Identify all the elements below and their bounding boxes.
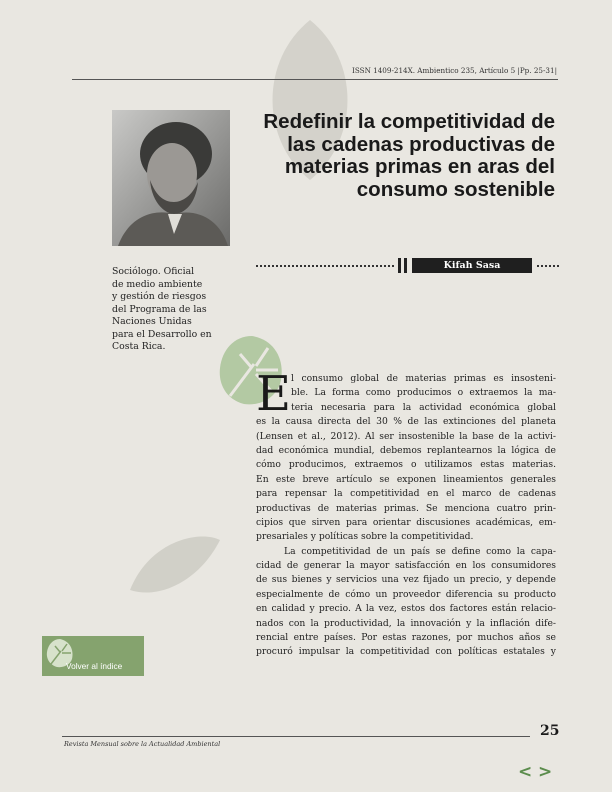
body-line: teria necesaria para la actividad económica global bbox=[291, 401, 556, 413]
bio-line: de medio ambiente bbox=[112, 278, 203, 290]
page-number: 25 bbox=[540, 723, 560, 739]
author-name: Kifah Sasa bbox=[412, 258, 532, 273]
body-line: cómo producimos, extraemos o utilizamos estas materias. bbox=[256, 459, 556, 471]
body-line: nados con la productividad, la innovación y la inflación dife- bbox=[256, 617, 556, 629]
bio-line: y gestión de riesgos bbox=[112, 291, 207, 302]
article-body bbox=[256, 366, 556, 660]
author-divider-left bbox=[256, 265, 394, 267]
next-page-button[interactable]: > bbox=[538, 762, 553, 782]
background-leaf-bottom bbox=[130, 530, 220, 600]
body-line: procuró impulsar la competitividad con políticas estatales y bbox=[256, 646, 556, 658]
body-line: dad económica mundial, debemos replantearnos la lógica de bbox=[256, 444, 556, 456]
author-bio bbox=[112, 266, 232, 354]
body-line: ble. La forma como producimos o extraemos la ma- bbox=[291, 387, 556, 399]
header-rule bbox=[72, 79, 558, 80]
author-divider-bar bbox=[398, 258, 401, 273]
body-line: productivas de materias primas. Se menciona cuatro prin- bbox=[256, 502, 556, 514]
body-line: para repensar la competitividad en el marco de cadenas bbox=[256, 488, 556, 500]
body-line: presariales y políticas sobre la competitividad. bbox=[256, 531, 474, 543]
issn-article-meta: ISSN 1409-214X. Ambientico 235, Artículo 5 |Pp. 25-31| bbox=[352, 66, 557, 75]
body-line: de sus bienes y servicios una vez fijado un precio, y depende bbox=[256, 574, 556, 586]
body-line: especialmente de cómo un proveedor diferencia su producto bbox=[256, 588, 556, 600]
body-line: rencial entre países. Por estas razones, por muchos años se bbox=[256, 632, 556, 644]
author-divider-bar bbox=[404, 258, 407, 273]
body-line: l consumo global de materias primas es insosteni- bbox=[291, 373, 556, 384]
article-title: Redefinir la competitividad de las cadenas productivas de materias primas en aras del consumo sostenible bbox=[263, 110, 555, 201]
bio-line: Sociólogo. Oficial bbox=[112, 266, 195, 277]
bio-line: Naciones Unidas bbox=[112, 316, 192, 327]
prev-page-button[interactable]: < bbox=[518, 762, 533, 782]
body-line: es la causa directa del 30 % de las extinciones del planeta bbox=[256, 416, 556, 428]
author-photo bbox=[112, 110, 230, 246]
journal-name: Revista Mensual sobre la Actualidad Ambiental bbox=[64, 740, 221, 748]
drop-cap: E bbox=[256, 366, 292, 422]
body-line: La competitividad de un país se define como la capa- bbox=[284, 545, 556, 557]
back-to-index-label[interactable]: Volver al índice bbox=[66, 661, 123, 671]
body-line: cidad de generar la mayor satisfacción en los consumidores bbox=[256, 560, 556, 572]
body-line: en calidad y precio. A la vez, estos dos factores están relacio- bbox=[256, 603, 556, 615]
author-divider-right bbox=[537, 265, 559, 267]
footer-rule bbox=[62, 736, 530, 737]
bio-line: para el Desarrollo en bbox=[112, 328, 212, 340]
body-line: (Lensen et al., 2012). Al ser insostenible la base de la activi- bbox=[256, 430, 556, 442]
body-line: En este breve artículo se exponen lineamientos generales bbox=[256, 473, 556, 485]
bio-line: Costa Rica. bbox=[112, 341, 166, 352]
body-line: cipios que sirven para orientar discusiones académicas, em- bbox=[256, 516, 556, 528]
bio-line: del Programa de las bbox=[112, 303, 207, 315]
